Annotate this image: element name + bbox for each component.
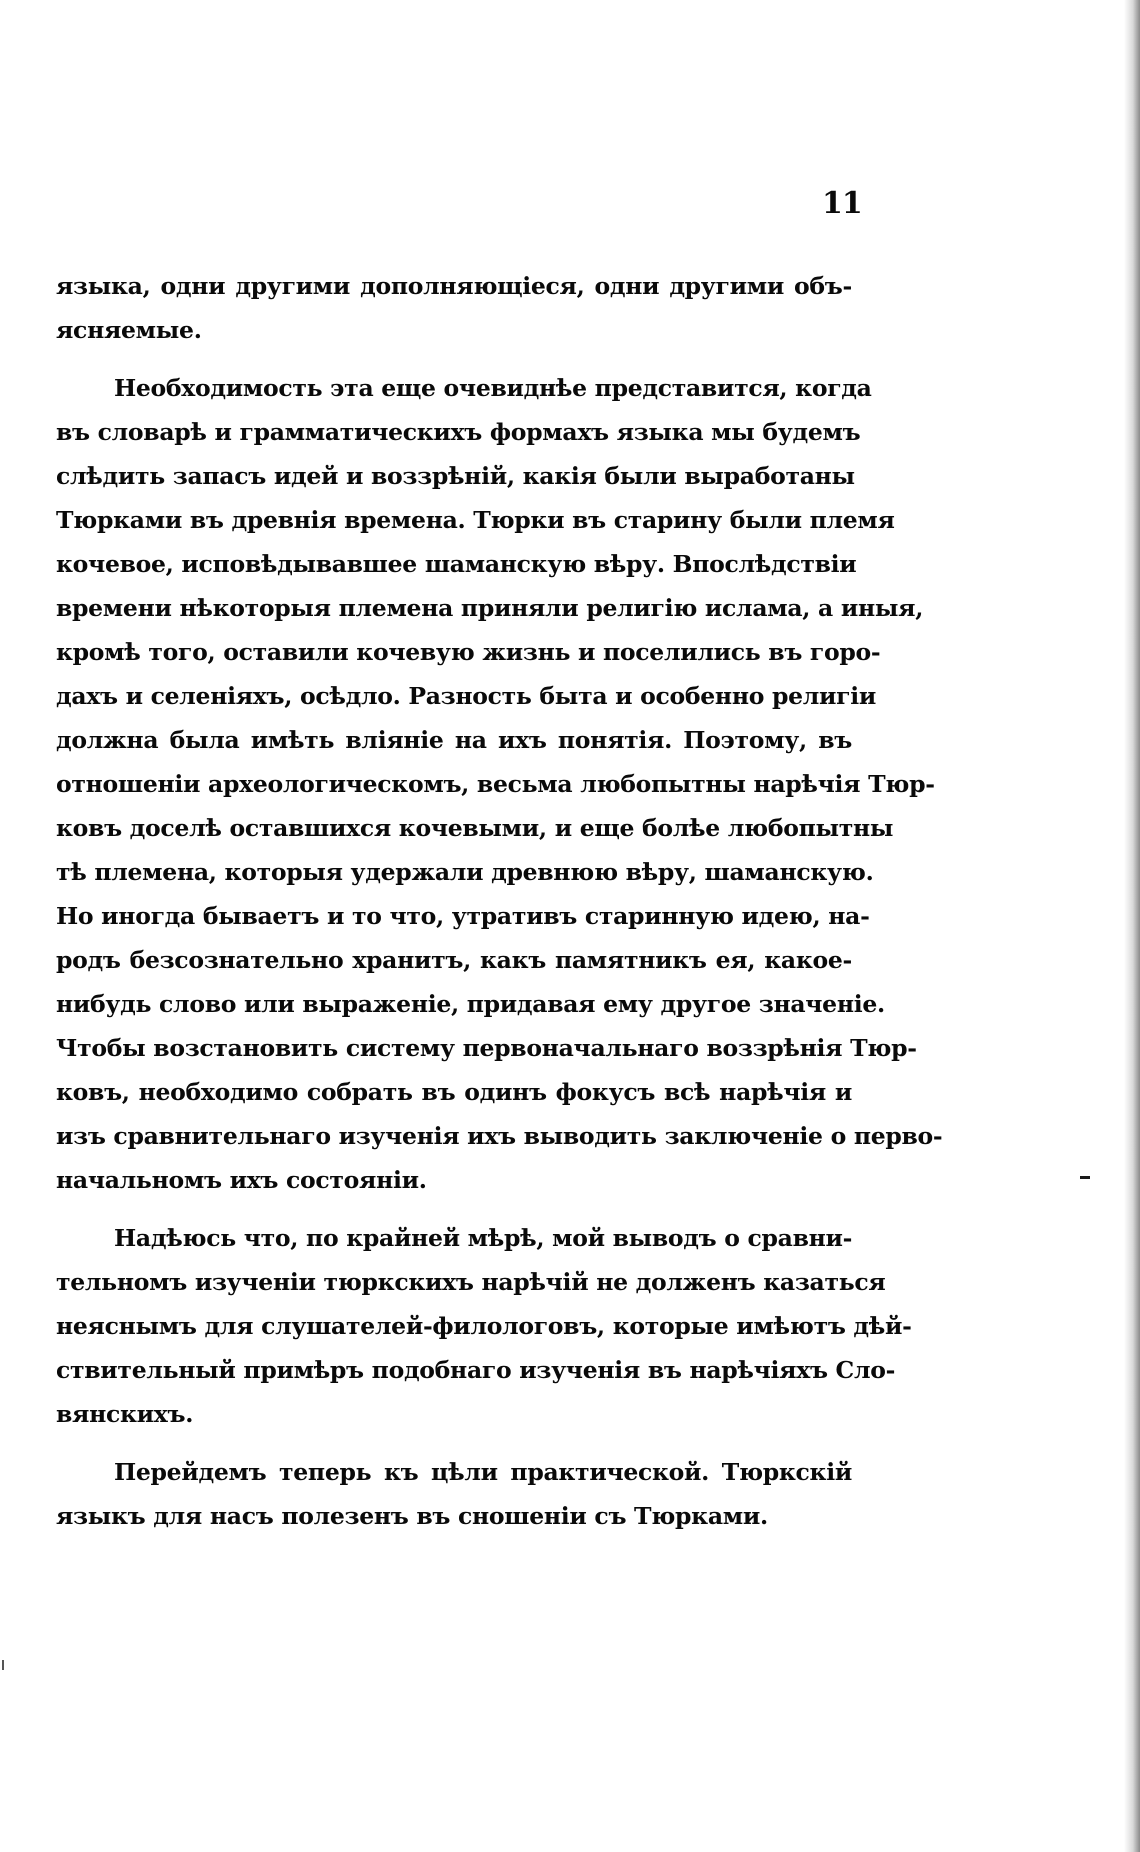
paragraph-gap bbox=[56, 1436, 852, 1450]
text-line: начальномъ ихъ состояніи. bbox=[56, 1166, 427, 1194]
text-line: ясняемые. bbox=[56, 316, 202, 344]
text-line: ковъ, необходимо собрать въ одинъ фокусъ всѣ нарѣчія и bbox=[56, 1078, 852, 1106]
paragraph-gap bbox=[56, 1202, 852, 1216]
paragraph-1 bbox=[56, 264, 852, 352]
paragraph-4 bbox=[56, 1450, 852, 1538]
text-line: вянскихъ. bbox=[56, 1400, 194, 1428]
text-line: Но иногда бываетъ и то что, утративъ старинную идею, на- bbox=[56, 902, 870, 930]
paragraph-gap bbox=[56, 352, 852, 366]
text-line: въ словарѣ и грамматическихъ формахъ языка мы будемъ bbox=[56, 418, 861, 446]
text-line: языкъ для насъ полезенъ въ сношеніи съ Тюрками. bbox=[56, 1502, 768, 1530]
text-line: тѣ племена, которыя удержали древнюю вѣру, шаманскую. bbox=[56, 858, 874, 886]
text-line: ствительный примѣръ подобнаго изученія въ нарѣчіяхъ Сло- bbox=[56, 1356, 896, 1384]
text-line: слѣдить запасъ идей и воззрѣній, какія были выработаны bbox=[56, 462, 855, 490]
text-line: времени нѣкоторыя племена приняли религію ислама, а иныя, bbox=[56, 594, 924, 622]
paragraph-3 bbox=[56, 1216, 912, 1436]
text-line: должна была имѣть вліяніе на ихъ понятія. Поэтому, въ bbox=[56, 726, 852, 754]
page-number: 11 bbox=[822, 186, 862, 221]
text-line: ковъ доселѣ оставшихся кочевыми, и еще болѣе любопытны bbox=[56, 814, 894, 842]
text-line: дахъ и селеніяхъ, осѣдло. Разность быта и особенно религіи bbox=[56, 682, 877, 710]
body-text bbox=[56, 264, 943, 1538]
text-line: тельномъ изученіи тюркскихъ нарѣчій не долженъ казаться bbox=[56, 1268, 886, 1296]
scan-speck bbox=[2, 1660, 4, 1670]
text-line: кочевое, исповѣдывавшее шаманскую вѣру. Впослѣдствіи bbox=[56, 550, 857, 578]
text-line: отношеніи археологическомъ, весьма любопытны нарѣчія Тюр- bbox=[56, 770, 935, 798]
text-line: Тюрками въ древнія времена. Тюрки въ старину были племя bbox=[56, 506, 895, 534]
text-line: неяснымъ для слушателей-филологовъ, которые имѣютъ дѣй- bbox=[56, 1312, 912, 1340]
paragraph-2 bbox=[56, 366, 943, 1202]
margin-mark bbox=[1080, 1176, 1090, 1179]
text-line: кромѣ того, оставили кочевую жизнь и поселились въ горо- bbox=[56, 638, 881, 666]
text-line: Чтобы возстановить систему первоначальнаго воззрѣнія Тюр- bbox=[56, 1034, 917, 1062]
text-line: родъ безсознательно хранитъ, какъ памятникъ ея, какое- bbox=[56, 946, 852, 974]
text-line: Надѣюсь что, по крайней мѣрѣ, мой выводъ о сравни- bbox=[114, 1224, 853, 1252]
page-edge-shadow bbox=[1124, 0, 1140, 1852]
text-line: нибудь слово или выраженіе, придавая ему другое значеніе. bbox=[56, 990, 885, 1018]
text-line: изъ сравнительнаго изученія ихъ выводить заключеніе о перво- bbox=[56, 1122, 943, 1150]
text-line: Необходимость эта еще очевиднѣе представится, когда bbox=[114, 374, 872, 402]
text-line: языка, одни другими дополняющіеся, одни другими объ- bbox=[56, 272, 852, 300]
text-line: Перейдемъ теперь къ цѣли практической. Тюркскій bbox=[114, 1458, 852, 1486]
